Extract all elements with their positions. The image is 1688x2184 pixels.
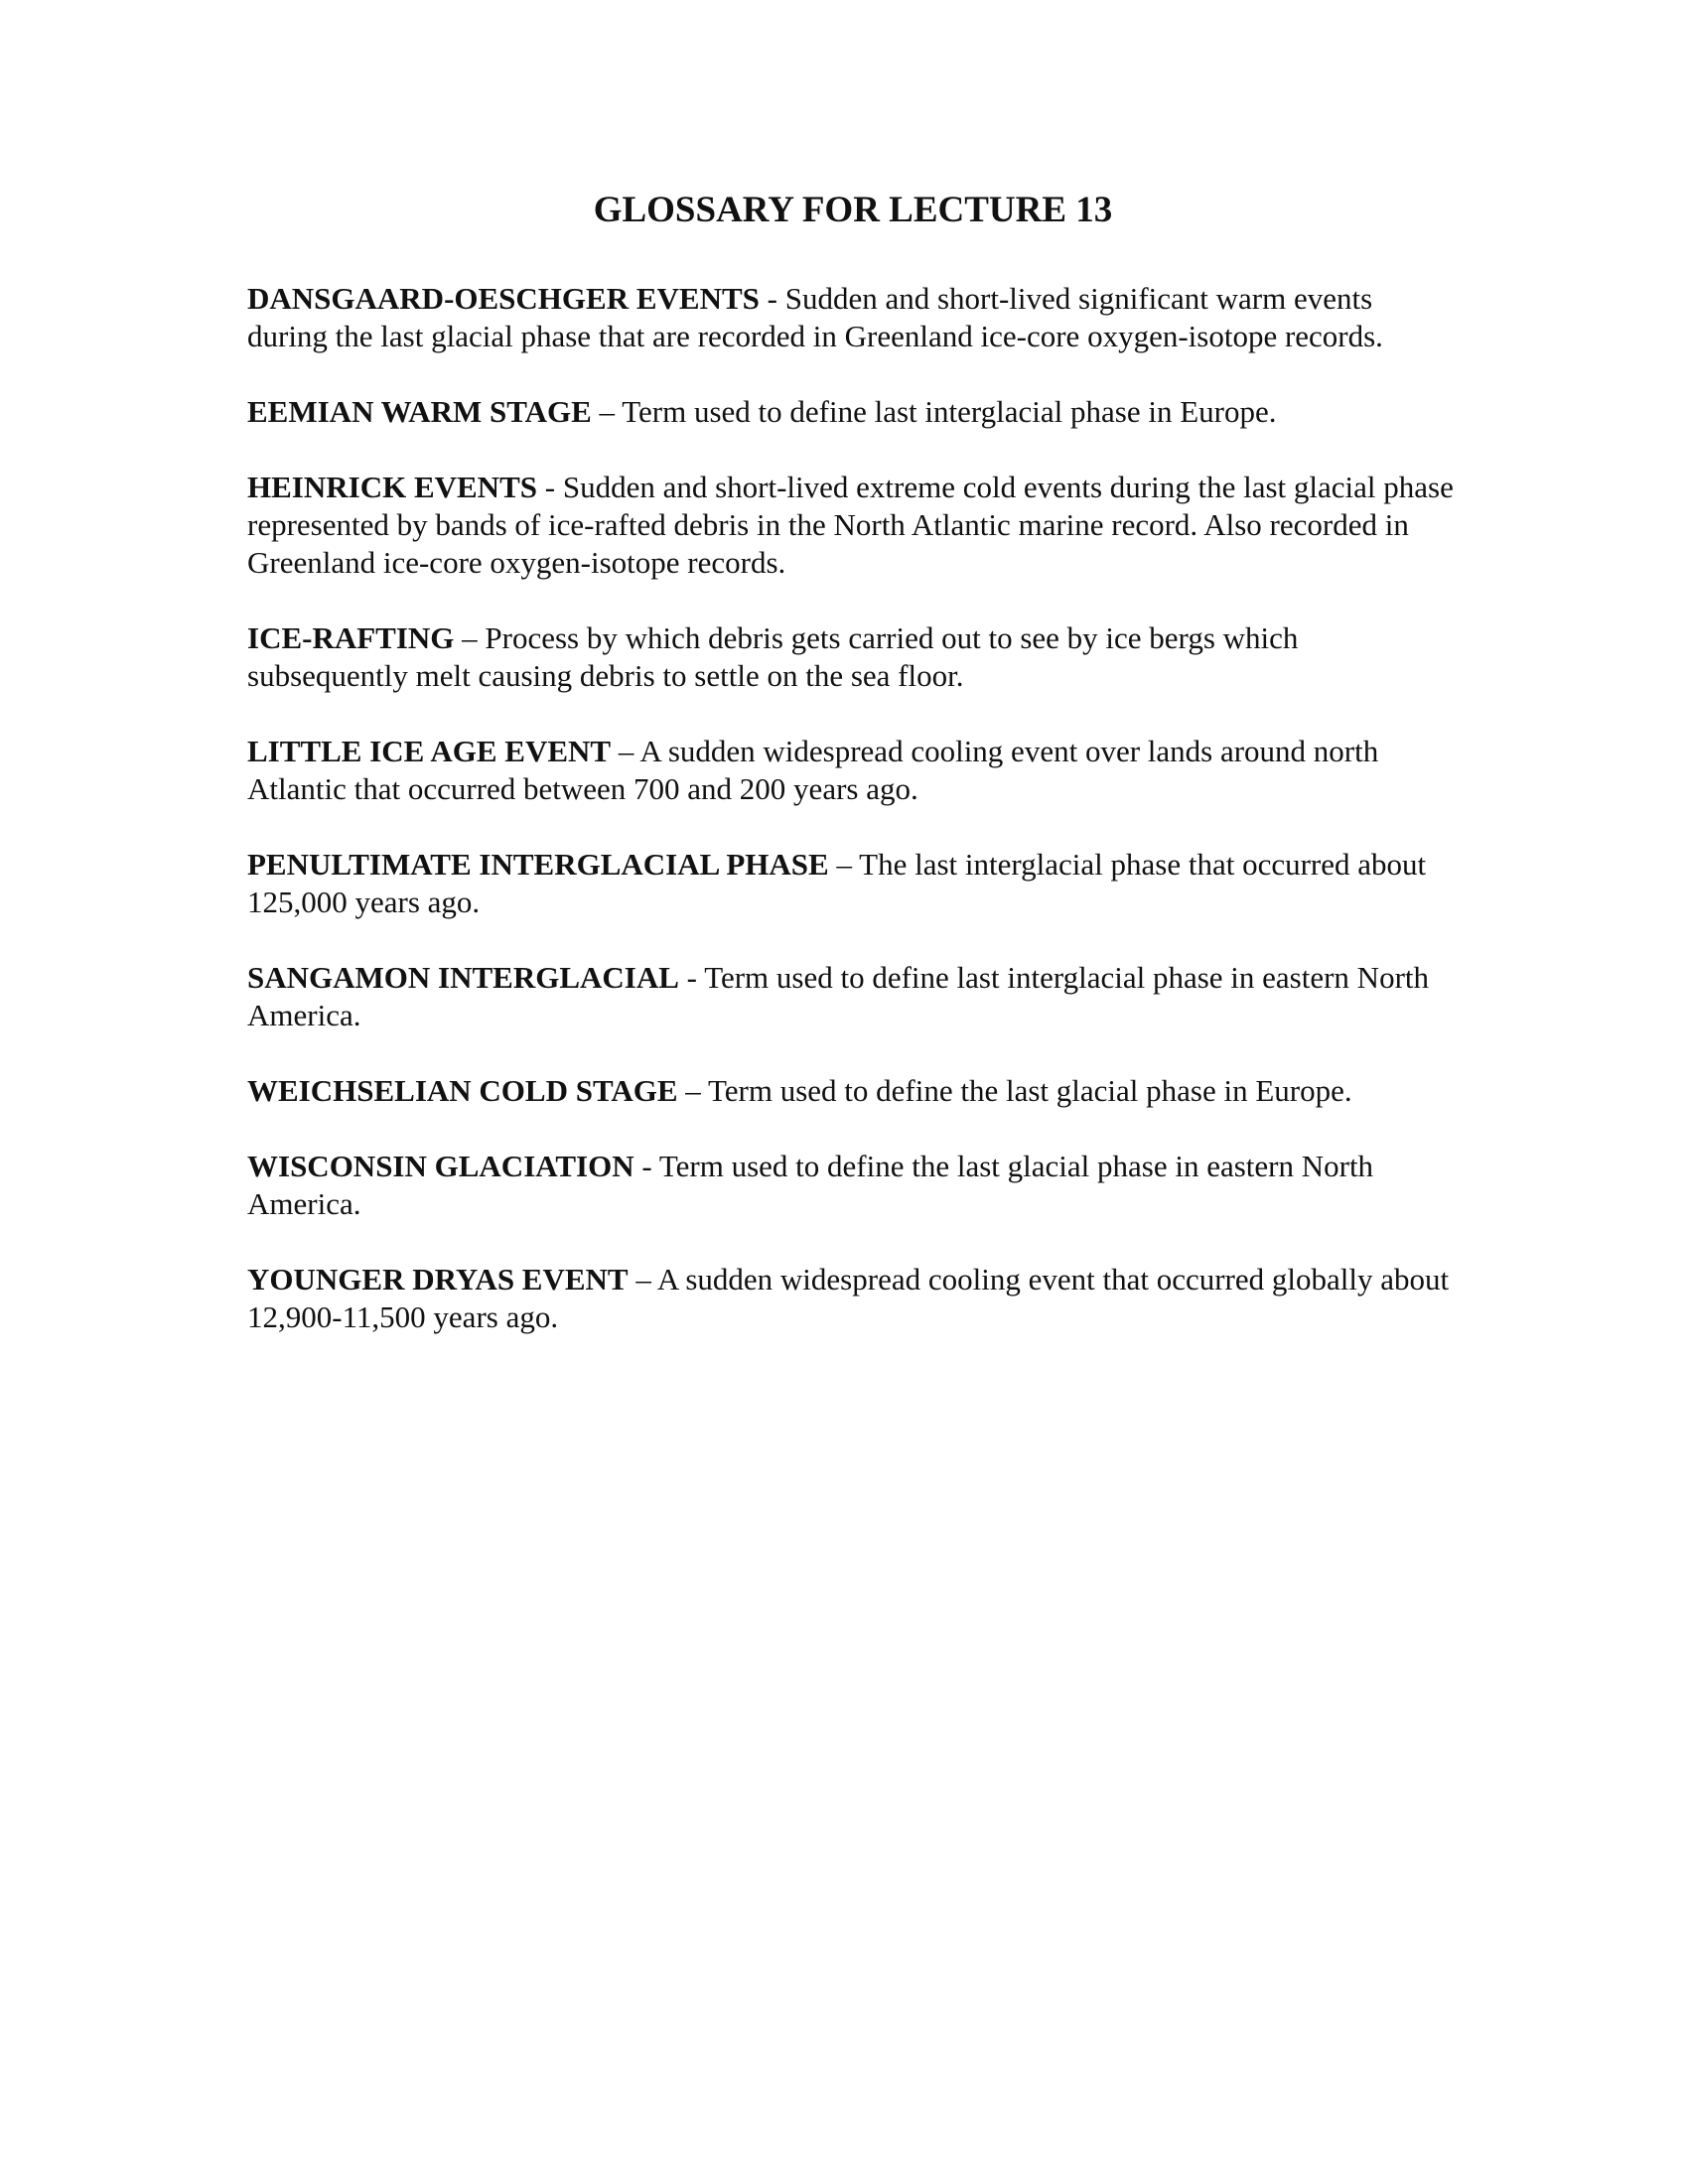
glossary-definition: Sudden and short-lived extreme cold events during the last glacial phase represented by bands of ice-rafted debris in the North Atlantic marine record. Also recorded in Greenland ice-core oxygen-isotope records. (247, 470, 1454, 580)
glossary-entry-weichselian (247, 1072, 1459, 1110)
glossary-term: LITTLE ICE AGE EVENT (247, 734, 612, 768)
glossary-definition: Term used to define last interglacial phase in Europe. (622, 394, 1277, 429)
term-separator: – (611, 734, 640, 768)
glossary-term: DANSGAARD-OESCHGER EVENTS (247, 281, 760, 316)
glossary-definition: Term used to define the last glacial phase in Europe. (707, 1073, 1352, 1108)
glossary-entry-wisconsin (247, 1148, 1459, 1223)
glossary-entry-little-ice-age (247, 733, 1459, 808)
glossary-term: WEICHSELIAN COLD STAGE (247, 1073, 678, 1108)
glossary-entry-ice-rafting (247, 619, 1459, 695)
glossary-term: ICE-RAFTING (247, 620, 455, 655)
glossary-entry-penultimate-interglacial (247, 846, 1459, 921)
glossary-term: YOUNGER DRYAS EVENT (247, 1262, 629, 1297)
glossary-definition: The last interglacial phase that occurred about 125,000 years ago. (247, 847, 1427, 919)
glossary-entry-younger-dryas (247, 1261, 1459, 1336)
page-title: GLOSSARY FOR LECTURE 13 (593, 190, 1113, 230)
term-separator: - (633, 1149, 659, 1183)
glossary-term: HEINRICK EVENTS (247, 470, 537, 504)
term-separator: – (591, 394, 623, 429)
term-separator: – (454, 620, 486, 655)
glossary-definition: A sudden widespread cooling event over lands around north Atlantic that occurred between 700 and 200 years ago. (247, 734, 1379, 806)
glossary-term: PENULTIMATE INTERGLACIAL PHASE (247, 847, 829, 882)
term-separator: - (537, 470, 563, 504)
glossary-entry-sangamon (247, 959, 1459, 1034)
term-separator: – (828, 847, 860, 882)
glossary-definition: Process by which debris gets carried out to see by ice bergs which subsequently melt causing debris to settle on the sea floor. (247, 620, 1299, 693)
glossary-list (247, 280, 1459, 1336)
term-separator: - (678, 960, 705, 995)
glossary-definition: Term used to define the last glacial phase in eastern North America. (247, 1149, 1374, 1221)
glossary-entry-heinrick (247, 469, 1459, 582)
glossary-definition: Sudden and short-lived significant warm events during the last glacial phase that are recorded in Greenland ice-core oxygen-isotope records. (247, 281, 1383, 353)
glossary-term: SANGAMON INTERGLACIAL (247, 960, 679, 995)
glossary-term: EEMIAN WARM STAGE (247, 394, 592, 429)
document-page (247, 189, 1459, 1374)
glossary-entry-dansgaard-oeschger (247, 280, 1459, 355)
glossary-entry-eemian (247, 393, 1459, 431)
term-separator: – (628, 1262, 657, 1297)
term-separator: - (759, 281, 785, 316)
glossary-term: WISCONSIN GLACIATION (247, 1149, 634, 1183)
term-separator: – (677, 1073, 708, 1108)
glossary-definition: A sudden widespread cooling event that occurred globally about 12,900-11,500 years ago. (247, 1262, 1450, 1334)
glossary-definition: Term used to define last interglacial phase in eastern North America. (247, 960, 1430, 1032)
